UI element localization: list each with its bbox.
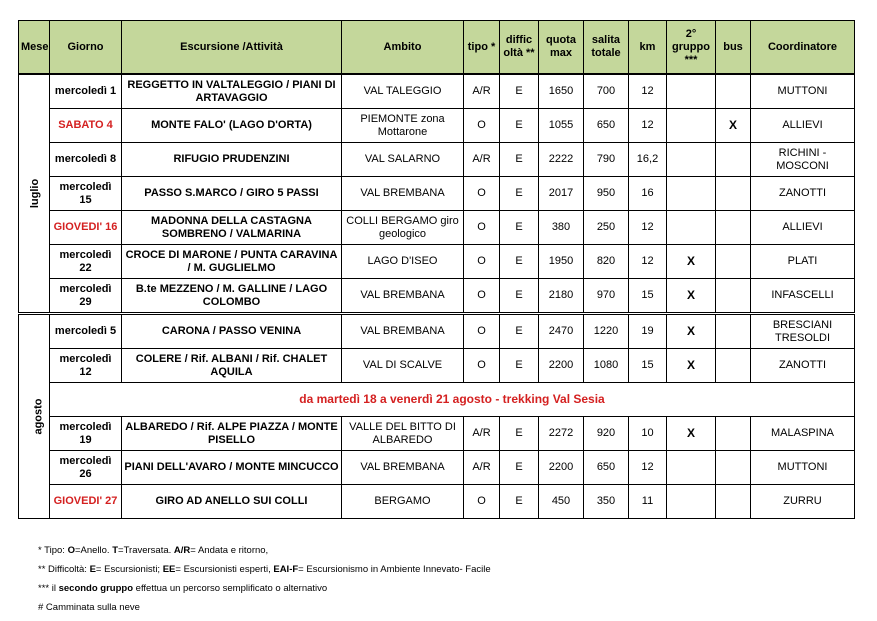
trekking-row (19, 383, 855, 417)
km-cell: 12 (629, 451, 667, 485)
gruppo2-cell: X (667, 279, 716, 314)
schedule-table (18, 20, 855, 519)
header-mese: Mese (19, 21, 50, 75)
difficolta-cell: E (500, 177, 539, 211)
km-cell: 12 (629, 245, 667, 279)
header-coordinatore: Coordinatore (751, 21, 855, 75)
quota-cell: 380 (539, 211, 584, 245)
km-cell: 19 (629, 314, 667, 349)
km-cell: 16 (629, 177, 667, 211)
gruppo2-cell (667, 177, 716, 211)
table-row (19, 211, 855, 245)
header-escursione: Escursione /Attività (122, 21, 342, 75)
header-ambito: Ambito (342, 21, 464, 75)
km-cell: 12 (629, 109, 667, 143)
table-row (19, 109, 855, 143)
tipo-cell: O (464, 245, 500, 279)
bus-cell (716, 485, 751, 519)
ambito-cell: PIEMONTE zona Mottarone (342, 109, 464, 143)
km-cell: 15 (629, 279, 667, 314)
note-difficolta: ** Difficoltà: E= Escursionisti; EE= Escursionisti esperti, EAI-F= Escursionismo in Ambiente Innevato- Facile (38, 564, 491, 575)
ambito-cell: VAL DI SCALVE (342, 349, 464, 383)
ambito-cell: VAL BREMBANA (342, 451, 464, 485)
km-cell: 12 (629, 74, 667, 109)
table-row (19, 349, 855, 383)
quota-cell: 2200 (539, 451, 584, 485)
month-label: agosto (32, 398, 45, 435)
note-tipo: * Tipo: O=Anello. T=Traversata. A/R= Andata e ritorno, (38, 545, 269, 556)
coordinatore-cell: INFASCELLI (751, 279, 855, 314)
ambito-cell: VAL TALEGGIO (342, 74, 464, 109)
coordinatore-cell: ZANOTTI (751, 177, 855, 211)
ambito-cell: VAL BREMBANA (342, 177, 464, 211)
gruppo2-cell: X (667, 245, 716, 279)
giorno-cell: mercoledì 29 (50, 279, 122, 314)
ambito-cell: COLLI BERGAMO giro geologico (342, 211, 464, 245)
table-row (19, 177, 855, 211)
tipo-cell: A/R (464, 417, 500, 451)
escursione-cell: REGGETTO IN VALTALEGGIO / PIANI DI ARTAVAGGIO (122, 74, 342, 109)
bus-cell (716, 349, 751, 383)
table-row (19, 143, 855, 177)
km-cell: 12 (629, 211, 667, 245)
table-row (19, 245, 855, 279)
tipo-cell: O (464, 109, 500, 143)
escursione-cell: PIANI DELL'AVARO / MONTE MINCUCCO (122, 451, 342, 485)
coordinatore-cell: ALLIEVI (751, 109, 855, 143)
gruppo2-cell (667, 485, 716, 519)
quota-cell: 2272 (539, 417, 584, 451)
note-neve: # Camminata sulla neve (38, 602, 140, 613)
quota-cell: 1650 (539, 74, 584, 109)
bus-cell (716, 245, 751, 279)
quota-cell: 2180 (539, 279, 584, 314)
header-km: km (629, 21, 667, 75)
bus-cell (716, 451, 751, 485)
salita-cell: 250 (584, 211, 629, 245)
luglio-section (19, 74, 855, 314)
difficolta-cell: E (500, 74, 539, 109)
escursione-cell: MONTE FALO' (LAGO D'ORTA) (122, 109, 342, 143)
giorno-cell: mercoledì 19 (50, 417, 122, 451)
giorno-cell: mercoledì 12 (50, 349, 122, 383)
salita-cell: 700 (584, 74, 629, 109)
difficolta-cell: E (500, 485, 539, 519)
bus-cell (716, 143, 751, 177)
tipo-cell: O (464, 279, 500, 314)
ambito-cell: VAL BREMBANA (342, 279, 464, 314)
salita-cell: 650 (584, 109, 629, 143)
difficolta-cell: E (500, 109, 539, 143)
coordinatore-cell: MALASPINA (751, 417, 855, 451)
quota-cell: 2470 (539, 314, 584, 349)
ambito-cell: VAL SALARNO (342, 143, 464, 177)
header-bus: bus (716, 21, 751, 75)
bus-cell (716, 211, 751, 245)
note-secondo-gruppo: *** il secondo gruppo effettua un percorso semplificato o alternativo (38, 583, 328, 594)
header-giorno: Giorno (50, 21, 122, 75)
header-gruppo2: 2° gruppo *** (667, 21, 716, 75)
coordinatore-cell: MUTTONI (751, 74, 855, 109)
tipo-cell: O (464, 314, 500, 349)
difficolta-cell: E (500, 211, 539, 245)
tipo-cell: O (464, 349, 500, 383)
giorno-cell: SABATO 4 (50, 109, 122, 143)
salita-cell: 350 (584, 485, 629, 519)
gruppo2-cell: X (667, 417, 716, 451)
gruppo2-cell: X (667, 349, 716, 383)
table-row (19, 485, 855, 519)
bus-cell (716, 417, 751, 451)
bus-cell (716, 314, 751, 349)
giorno-cell: mercoledì 22 (50, 245, 122, 279)
quota-cell: 2222 (539, 143, 584, 177)
tipo-cell: O (464, 177, 500, 211)
difficolta-cell: E (500, 417, 539, 451)
escursione-cell: PASSO S.MARCO / GIRO 5 PASSI (122, 177, 342, 211)
tipo-cell: A/R (464, 74, 500, 109)
salita-cell: 920 (584, 417, 629, 451)
difficolta-cell: E (500, 451, 539, 485)
salita-cell: 650 (584, 451, 629, 485)
coordinatore-cell: MUTTONI (751, 451, 855, 485)
table-row (19, 279, 855, 314)
ambito-cell: BERGAMO (342, 485, 464, 519)
table-row (19, 74, 855, 109)
giorno-cell: mercoledì 26 (50, 451, 122, 485)
km-cell: 15 (629, 349, 667, 383)
bus-cell (716, 177, 751, 211)
escursione-cell: CROCE DI MARONE / PUNTA CARAVINA / M. GUGLIELMO (122, 245, 342, 279)
bus-cell: X (716, 109, 751, 143)
gruppo2-cell (667, 451, 716, 485)
trekking-note: da martedì 18 a venerdì 21 agosto - trekking Val Sesia (50, 383, 855, 417)
tipo-cell: O (464, 211, 500, 245)
salita-cell: 970 (584, 279, 629, 314)
gruppo2-cell (667, 74, 716, 109)
difficolta-cell: E (500, 279, 539, 314)
difficolta-cell: E (500, 143, 539, 177)
coordinatore-cell: PLATI (751, 245, 855, 279)
giorno-cell: mercoledì 15 (50, 177, 122, 211)
table-row (19, 314, 855, 349)
giorno-cell: GIOVEDI' 16 (50, 211, 122, 245)
gruppo2-cell: X (667, 314, 716, 349)
header-row (19, 21, 855, 75)
difficolta-cell: E (500, 314, 539, 349)
ambito-cell: VALLE DEL BITTO DI ALBAREDO (342, 417, 464, 451)
header-difficolta: diffic oltà ** (500, 21, 539, 75)
quota-cell: 2200 (539, 349, 584, 383)
quota-cell: 450 (539, 485, 584, 519)
gruppo2-cell (667, 211, 716, 245)
quota-cell: 1950 (539, 245, 584, 279)
tipo-cell: A/R (464, 451, 500, 485)
giorno-cell: mercoledì 1 (50, 74, 122, 109)
giorno-cell: mercoledì 8 (50, 143, 122, 177)
salita-cell: 1220 (584, 314, 629, 349)
coordinatore-cell: ZURRU (751, 485, 855, 519)
escursione-cell: RIFUGIO PRUDENZINI (122, 143, 342, 177)
table-row (19, 417, 855, 451)
footnotes (38, 541, 491, 617)
coordinatore-cell: RICHINI - MOSCONI (751, 143, 855, 177)
header-quota: quota max (539, 21, 584, 75)
salita-cell: 790 (584, 143, 629, 177)
bus-cell (716, 279, 751, 314)
ambito-cell: VAL BREMBANA (342, 314, 464, 349)
agosto-section (19, 314, 855, 519)
header-tipo: tipo * (464, 21, 500, 75)
ambito-cell: LAGO D'ISEO (342, 245, 464, 279)
salita-cell: 1080 (584, 349, 629, 383)
escursione-cell: B.te MEZZENO / M. GALLINE / LAGO COLOMBO (122, 279, 342, 314)
escursione-cell: COLERE / Rif. ALBANI / Rif. CHALET AQUILA (122, 349, 342, 383)
km-cell: 10 (629, 417, 667, 451)
month-cell-agosto (19, 314, 50, 519)
quota-cell: 1055 (539, 109, 584, 143)
gruppo2-cell (667, 143, 716, 177)
month-cell-luglio (19, 74, 50, 314)
km-cell: 16,2 (629, 143, 667, 177)
bus-cell (716, 74, 751, 109)
giorno-cell: GIOVEDI' 27 (50, 485, 122, 519)
month-label: luglio (29, 178, 42, 209)
gruppo2-cell (667, 109, 716, 143)
tipo-cell: O (464, 485, 500, 519)
coordinatore-cell: ALLIEVI (751, 211, 855, 245)
quota-cell: 2017 (539, 177, 584, 211)
table-row (19, 451, 855, 485)
salita-cell: 820 (584, 245, 629, 279)
coordinatore-cell: ZANOTTI (751, 349, 855, 383)
escursione-cell: MADONNA DELLA CASTAGNA SOMBRENO / VALMARINA (122, 211, 342, 245)
giorno-cell: mercoledì 5 (50, 314, 122, 349)
tipo-cell: A/R (464, 143, 500, 177)
difficolta-cell: E (500, 245, 539, 279)
escursione-cell: GIRO AD ANELLO SUI COLLI (122, 485, 342, 519)
escursione-cell: CARONA / PASSO VENINA (122, 314, 342, 349)
header-salita: salita totale (584, 21, 629, 75)
km-cell: 11 (629, 485, 667, 519)
salita-cell: 950 (584, 177, 629, 211)
difficolta-cell: E (500, 349, 539, 383)
escursione-cell: ALBAREDO / Rif. ALPE PIAZZA / MONTE PISELLO (122, 417, 342, 451)
coordinatore-cell: BRESCIANI TRESOLDI (751, 314, 855, 349)
